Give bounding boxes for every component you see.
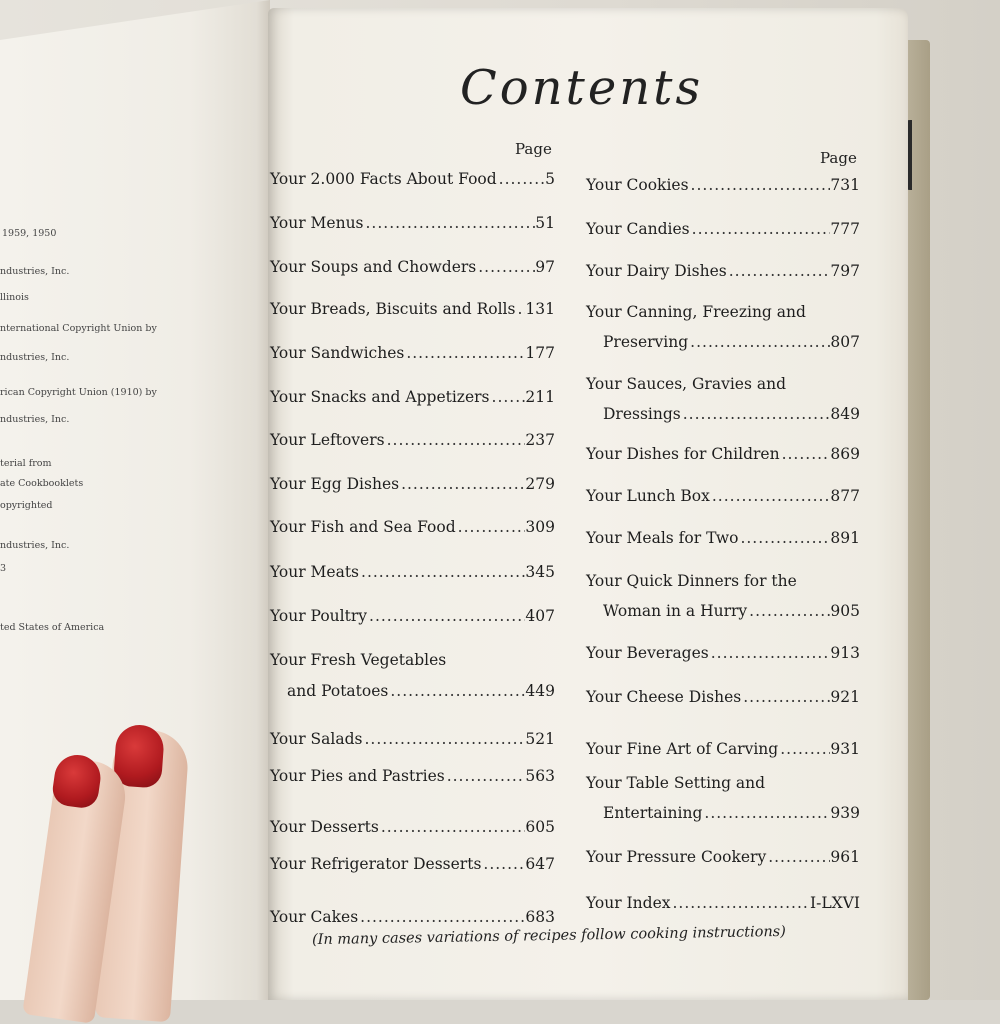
leader-dots bbox=[476, 258, 535, 276]
toc-right-entry-label: Your Beverages bbox=[586, 644, 709, 662]
toc-left-entry-label: Your Salads bbox=[270, 730, 363, 748]
toc-right-entry-label: Your Dairy Dishes bbox=[586, 262, 727, 280]
toc-left-entry bbox=[270, 170, 555, 188]
leader-dots bbox=[385, 431, 526, 449]
toc-right-entry-label: Woman in a Hurry bbox=[603, 602, 748, 620]
toc-left-entry-page-number: 407 bbox=[525, 607, 555, 625]
leader-dots bbox=[362, 730, 525, 748]
leader-dots bbox=[367, 607, 525, 625]
toc-right-entry-page-number: 777 bbox=[830, 220, 860, 238]
leader-dots bbox=[766, 848, 830, 866]
toc-right-entry-page-number: 931 bbox=[830, 740, 860, 758]
toc-right-entry-label: Your Index bbox=[586, 894, 671, 912]
toc-left-entry-page-number: 177 bbox=[525, 344, 555, 362]
toc-right-entry bbox=[586, 176, 860, 194]
toc-right-entry-label: Your Dishes for Children bbox=[586, 445, 780, 463]
leader-dots bbox=[404, 344, 525, 362]
toc-left-entry-page-number: 309 bbox=[525, 518, 555, 536]
toc-left-entry bbox=[270, 518, 555, 536]
copyright-line: ndustries, Inc. bbox=[0, 266, 70, 277]
leader-dots bbox=[702, 804, 830, 822]
toc-right-entry-label: Your Lunch Box bbox=[586, 487, 710, 505]
toc-right-entry bbox=[586, 262, 860, 280]
toc-left-entry-label: Your Poultry bbox=[270, 607, 368, 625]
leader-dots bbox=[690, 220, 831, 238]
toc-right-entry bbox=[586, 487, 860, 505]
page-column-header-left: Page bbox=[515, 140, 552, 158]
leader-dots bbox=[741, 688, 830, 706]
toc-left-entry bbox=[270, 767, 555, 785]
copyright-line: llinois bbox=[0, 292, 29, 303]
toc-right-entry-page-number: 905 bbox=[830, 602, 860, 620]
leader-dots bbox=[490, 388, 526, 406]
toc-left-entry-label: Your Sandwiches bbox=[270, 344, 405, 362]
toc-left-entry-page-number: 279 bbox=[525, 475, 555, 493]
toc-left-entry-label: Your Menus bbox=[270, 214, 364, 232]
toc-right-entry-label: Dressings bbox=[603, 405, 681, 423]
toc-left-entry-page-number: 605 bbox=[525, 818, 555, 836]
toc-left-entry-label: Your Egg Dishes bbox=[270, 475, 400, 493]
toc-left-entry bbox=[270, 908, 555, 926]
page-column-header-right: Page bbox=[820, 149, 857, 167]
toc-left-entry bbox=[270, 300, 555, 318]
toc-left-entry-label: Your Snacks and Appetizers bbox=[270, 388, 490, 406]
toc-left-entry-page-number: 647 bbox=[525, 855, 555, 873]
toc-left-entry-label: and Potatoes bbox=[287, 682, 389, 700]
toc-right-entry bbox=[586, 740, 860, 758]
leader-dots bbox=[670, 894, 810, 912]
toc-left-entry-label: Your Fish and Sea Food bbox=[270, 518, 456, 536]
toc-left-entry bbox=[270, 855, 555, 873]
toc-left-entry-page-number: 449 bbox=[525, 682, 555, 700]
leader-dots bbox=[681, 405, 831, 423]
toc-right-entry-label: Your Fine Art of Carving bbox=[586, 740, 779, 758]
toc-right-entry-page-number: 797 bbox=[830, 262, 860, 280]
leader-dots bbox=[445, 767, 526, 785]
toc-left-entry-page-number: 563 bbox=[525, 767, 555, 785]
toc-right-entry-label: Your Quick Dinners for the bbox=[586, 572, 797, 590]
copyright-line: terial from bbox=[0, 458, 52, 469]
toc-right-entry bbox=[586, 894, 860, 912]
toc-right-entry-page-number: 877 bbox=[830, 487, 860, 505]
toc-left-entry-label: Your Breads, Biscuits and Rolls bbox=[270, 300, 516, 318]
toc-right-entry-label: Your Meals for Two bbox=[586, 529, 739, 547]
toc-right-entry bbox=[586, 445, 860, 463]
leader-dots bbox=[399, 475, 525, 493]
leader-dots bbox=[364, 214, 536, 232]
toc-right-entry-page-number: 921 bbox=[830, 688, 860, 706]
copyright-line: ted States of America bbox=[0, 622, 105, 633]
copyright-line: ndustries, Inc. bbox=[0, 352, 70, 363]
toc-right-entry bbox=[603, 405, 860, 423]
toc-right-entry-label: Entertaining bbox=[603, 804, 703, 822]
page-title: Contents bbox=[460, 60, 704, 116]
leader-dots bbox=[738, 529, 830, 547]
toc-left-entry-page-number: 51 bbox=[535, 214, 555, 232]
toc-left-entry-label: Your Fresh Vegetables bbox=[270, 651, 447, 669]
toc-right-entry bbox=[603, 804, 860, 822]
copyright-line: 3 bbox=[0, 563, 7, 574]
toc-right-entry-label: Your Table Setting and bbox=[586, 774, 766, 792]
toc-left-entry-page-number: 237 bbox=[525, 431, 555, 449]
toc-right-entry-page-number: 939 bbox=[830, 804, 860, 822]
toc-left-entry bbox=[270, 388, 555, 406]
toc-right-entry-label: Your Sauces, Gravies and bbox=[586, 375, 786, 393]
copyright-line: ate Cookbooklets bbox=[0, 478, 84, 489]
toc-left-entry bbox=[270, 607, 555, 625]
toc-right-entry-label: Your Pressure Cookery bbox=[586, 848, 767, 866]
toc-right-entry-label: Your Cookies bbox=[586, 176, 689, 194]
toc-right-entry-page-number: 913 bbox=[830, 644, 860, 662]
toc-left-entry bbox=[270, 214, 555, 232]
leader-dots bbox=[710, 487, 831, 505]
toc-left-entry bbox=[270, 258, 555, 276]
leader-dots bbox=[497, 170, 545, 188]
leader-dots bbox=[778, 740, 830, 758]
leader-dots bbox=[481, 855, 525, 873]
toc-right-entry-label: Preserving bbox=[603, 333, 689, 351]
toc-right-entry bbox=[586, 644, 860, 662]
toc-right-entry bbox=[603, 602, 860, 620]
leader-dots bbox=[689, 176, 831, 194]
toc-left-entry bbox=[270, 818, 555, 836]
copyright-line: opyrighted bbox=[0, 500, 53, 511]
toc-right-entry-page-number: 849 bbox=[830, 405, 860, 423]
toc-left-entry-page-number: 131 bbox=[525, 300, 555, 318]
toc-right-entry bbox=[586, 529, 860, 547]
leader-dots bbox=[388, 682, 525, 700]
toc-left-entry bbox=[287, 682, 555, 700]
toc-left-entry-label: Your 2.000 Facts About Food bbox=[270, 170, 497, 188]
toc-right-entry bbox=[586, 848, 860, 866]
leader-dots bbox=[709, 644, 831, 662]
toc-left-entry-label: Your Pies and Pastries bbox=[270, 767, 445, 785]
leader-dots bbox=[688, 333, 830, 351]
leader-dots bbox=[359, 563, 525, 581]
copyright-line: ndustries, Inc. bbox=[0, 540, 70, 551]
toc-left-entry-page-number: 521 bbox=[525, 730, 555, 748]
toc-right-entry-label: Your Canning, Freezing and bbox=[586, 303, 806, 321]
toc-right-entry-page-number: 869 bbox=[830, 445, 860, 463]
copyright-line: ndustries, Inc. bbox=[0, 414, 70, 425]
footnote: (In many cases variations of recipes follow cooking instructions) bbox=[311, 923, 786, 949]
toc-right-entry bbox=[586, 220, 860, 238]
toc-right-entry-page-number: 891 bbox=[830, 529, 860, 547]
toc-left-entry-label: Your Soups and Chowders bbox=[270, 258, 477, 276]
leader-dots bbox=[515, 300, 525, 318]
toc-left-entry-label: Your Cakes bbox=[270, 908, 359, 926]
toc-left-entry-page-number: 97 bbox=[535, 258, 555, 276]
toc-right-entry-page-number: I-LXVI bbox=[809, 894, 860, 912]
toc-left-entry-label: Your Meats bbox=[270, 563, 360, 581]
copyright-line: rican Copyright Union (1910) by bbox=[0, 387, 157, 398]
toc-right-entry bbox=[603, 333, 860, 351]
toc-left-entry-page-number: 345 bbox=[525, 563, 555, 581]
toc-left-entry-label: Your Leftovers bbox=[270, 431, 385, 449]
toc-left-entry bbox=[270, 475, 555, 493]
leader-dots bbox=[456, 518, 526, 536]
toc-right-entry-page-number: 731 bbox=[830, 176, 860, 194]
toc-left-entry-page-number: 211 bbox=[525, 388, 555, 406]
toc-left-entry-label: Your Refrigerator Desserts bbox=[270, 855, 482, 873]
toc-left-entry-label: Your Desserts bbox=[270, 818, 379, 836]
toc-left-entry bbox=[270, 431, 555, 449]
toc-left-entry bbox=[270, 563, 555, 581]
leader-dots bbox=[780, 445, 831, 463]
leader-dots bbox=[358, 908, 525, 926]
toc-left-entry bbox=[270, 344, 555, 362]
toc-right-entry-label: Your Candies bbox=[586, 220, 690, 238]
copyright-line: 1959, 1950 bbox=[2, 228, 57, 239]
leader-dots bbox=[747, 602, 830, 620]
toc-left-entry-page-number: 5 bbox=[545, 170, 555, 188]
toc-right-entry bbox=[586, 688, 860, 706]
toc-left-entry-page-number: 683 bbox=[525, 908, 555, 926]
toc-right-entry-page-number: 961 bbox=[830, 848, 860, 866]
toc-left-entry bbox=[270, 730, 555, 748]
toc-right-entry-page-number: 807 bbox=[830, 333, 860, 351]
leader-dots bbox=[379, 818, 526, 836]
leader-dots bbox=[727, 262, 831, 280]
copyright-line: nternational Copyright Union by bbox=[0, 323, 157, 334]
toc-right-entry-label: Your Cheese Dishes bbox=[586, 688, 742, 706]
